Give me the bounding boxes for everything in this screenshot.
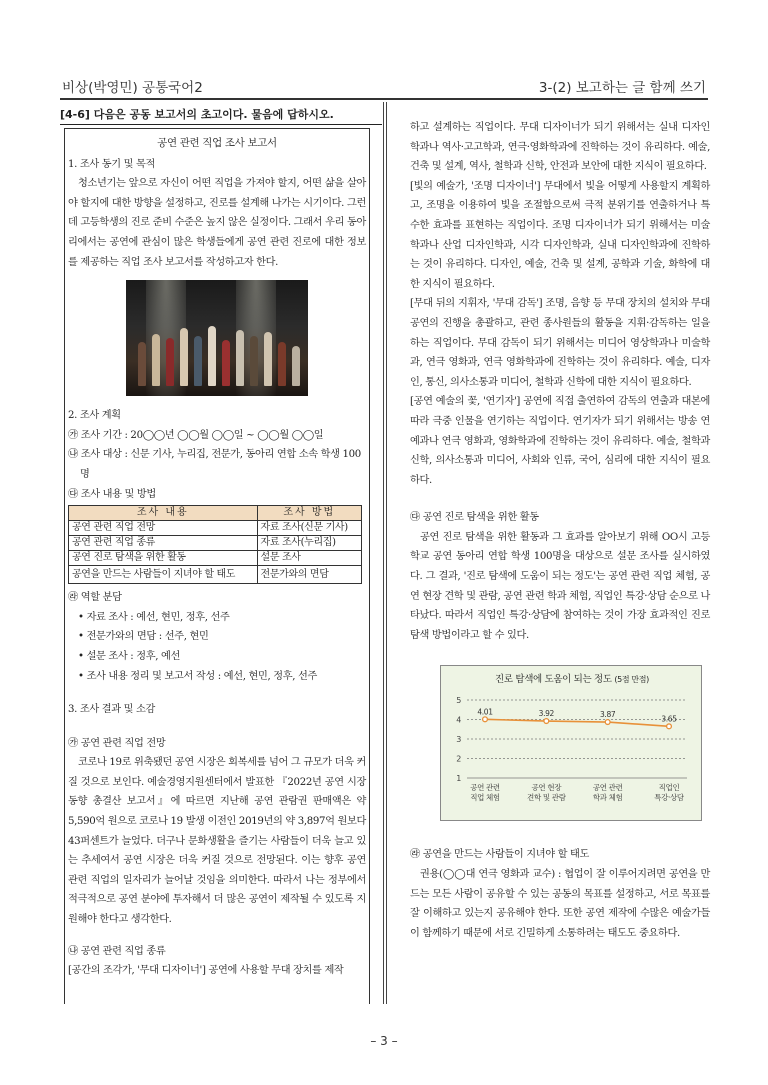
s3d-heading: ㉱ 공연을 만드는 사람들이 지녀야 할 태도: [410, 849, 590, 861]
method-table: [68, 505, 362, 584]
s3c-heading: ㉰ 공연 진로 탐색을 위한 활동: [410, 512, 539, 524]
s3b-para-4: [공연 예술의 꽃, '연기자'] 공연에 직접 출연하여 감독의 연출과 대본에 따라 극중 인물을 연기하는 직업이다. 연기자가 되기 위해서는 방송 연예과나 연극 영화과, 영화학과에 진학하는 것이 유리하다. 예술, 철학과 신학, 의사소통과 미디어, 사회와 인류, 국어, 심리에 대한 지식이 필요하다.: [410, 396, 710, 486]
role-item: • 자료 조사 : 예선, 현민, 정후, 선주: [78, 611, 230, 623]
chart-title: 진로 탐색에 도움이 되는 정도 (5점 만점): [495, 674, 649, 686]
question-rule: [60, 124, 382, 125]
header-left: 비상(박영민) 공통국어2: [62, 80, 203, 96]
table-cell: 자료 조사(신문 기사): [257, 521, 361, 536]
data-point: [667, 724, 672, 729]
table-head-content: 조사 내용: [69, 506, 258, 521]
performance-photo: [126, 280, 308, 396]
data-label: 3.87: [600, 710, 616, 720]
y-tick-label: 2: [456, 754, 461, 764]
report-title: 공연 관련 직업 조사 보고서: [157, 137, 277, 149]
table-row: [69, 551, 362, 566]
data-point: [605, 720, 610, 725]
s3b-para-1: [공간의 조각가, '무대 디자이너'] 공연에 사용할 무대 장치를 제작: [68, 965, 344, 977]
role-item: • 설문 조사 : 정후, 예선: [78, 650, 181, 662]
s3b-para-2: [빛의 예술가, '조명 디자이너'] 무대에서 빛을 어떻게 사용할지 계획하고, 조명을 이용하여 빛을 조절함으로써 극적 분위기를 연출하거나 특수한 효과를 표현하는 직업이다. 조명 디자이너가 되기 위해서는 미술학과나 산업 디자인학과, 시각 디자인학과, 실내 디자인학과에 진학하는 것이 유리하다. 디자인, 예술, 건축 및 설계, 공학과 기술, 화학에 대한 지식이 필요하다.: [410, 180, 710, 290]
question-heading: [4-6] 다음은 공동 보고서의 초고이다. 물음에 답하시오.: [60, 108, 334, 121]
table-head-method: 조사 방법: [257, 506, 361, 521]
header-right: 3-(2) 보고하는 글 함께 쓰기: [538, 80, 706, 96]
x-tick-label: 직업 체험: [470, 793, 500, 803]
table-row: [69, 521, 362, 536]
s3d-body: 권용(◯◯대 연극 영화과 교수) : 협업이 잘 이루어지려면 공연을 만드는 모든 사람이 공유할 수 있는 공동의 목표를 설정하고, 서로 목표를 잘 이해하고 있는지 공유해야 한다. 또한 공연 제작에 수많은 예술가들이 함께하기 때문에 서로 긴밀하게 소통하려는 태도도 중요하다.: [410, 869, 710, 939]
table-row: [69, 566, 362, 584]
y-tick-label: 5: [456, 696, 461, 706]
role-item: • 조사 내용 정리 및 보고서 작성 : 예선, 현민, 정후, 선주: [78, 670, 318, 682]
data-label: 3.65: [661, 714, 677, 724]
page-header: [60, 72, 708, 100]
header-rule: [60, 98, 708, 100]
role-text: 조사 내용 정리 및 보고서 작성 : 예선, 현민, 정후, 선주: [86, 670, 318, 682]
s3b-para-1-cont: 하고 설계하는 직업이다. 무대 디자이너가 되기 위해서는 실내 디자인학과나 역사·고고학과, 연극·영화학과에 진학하는 것이 유리하다. 예술, 건축 및 설계, 역사, 철학과 신학, 안전과 보안에 대한 지식이 필요하다.: [410, 122, 710, 173]
survey-chart: [440, 665, 702, 821]
role-text: 전문가와의 면담 : 선주, 현민: [86, 631, 209, 643]
y-tick-label: 1: [456, 774, 461, 784]
s2-heading: 2. 조사 계획: [68, 410, 121, 422]
s3a-heading: ㉮ 공연 관련 직업 전망: [68, 737, 166, 749]
chart-svg: [441, 666, 703, 822]
x-tick-label: 공연 현장: [531, 783, 562, 793]
s2-period: ㉮ 조사 기간 : 20◯◯년 ◯◯월 ◯◯일 ~ ◯◯월 ◯◯일: [68, 429, 324, 441]
x-tick-label: 직업인: [658, 783, 680, 793]
table-cell: 자료 조사(누리집): [257, 536, 361, 551]
table-cell: 공연 관련 직업 종류: [69, 536, 258, 551]
column-divider-2: [386, 102, 387, 1004]
table-cell: 공연 진로 탐색을 위한 활동: [69, 551, 258, 566]
s1-heading: 1. 조사 동기 및 목적: [68, 158, 156, 170]
x-tick-label: 특강·상담: [654, 793, 684, 803]
s2-target: ㉯ 조사 대상 : 신문 기사, 누리집, 전문가, 동아리 연합 소속 학생 100명: [68, 449, 361, 480]
table-cell: 공연 관련 직업 전망: [69, 521, 258, 536]
x-tick-label: 공연 관련: [470, 783, 500, 793]
column-divider: [383, 102, 384, 1004]
y-tick-label: 3: [456, 735, 461, 745]
role-item: • 전문가와의 면담 : 선주, 현민: [78, 631, 209, 643]
s3-heading: 3. 조사 결과 및 소감: [68, 704, 156, 716]
table-row: [69, 536, 362, 551]
s1-body: 청소년기는 앞으로 자신이 어떤 직업을 가져야 할지, 어떤 삶을 살아야 할지에 대한 방향을 설정하고, 진로를 설계해 나가는 시기이다. 그런데 고등학생의 진로 준비 수준은 높지 않은 실정이다. 그래서 우리 동아리에서는 공연에 관심이 많은 학생들에게 공연 관련 진로에 대한 정보를 제공하는 직업 조사 보고서를 작성하고자 한다.: [68, 178, 366, 268]
data-point: [544, 719, 549, 724]
s3a-body: 코로나 19로 위축됐던 공연 시장은 회복세를 넘어 그 규모가 더욱 커질 것으로 보인다. 예술경영지원센터에서 발표한 『2022년 공연 시장 동향 총결산 보고서』에 따르면 지난해 공연 관람권 판매액은 약 5,590억 원으로 코로나 19 발생 이전인 2019년의 약 3,897억 원보다 43퍼센트가 늘었다. 더구나 문화생활을 즐기는 사람들이 더욱 늘고 있는 추세여서 공연 시장은 더욱 커질 것으로 전망된다. 이는 향후 공연 관련 직업의 일자리가 늘어날 것임을 의미한다. 따라서 나는 정부에서 적극적으로 공연 분야에 투자해서 더 많은 공연이 제작될 수 있도록 지원해야 한다고 생각한다.: [68, 757, 366, 926]
s2-role-heading: ㉱ 역할 분담: [68, 592, 122, 604]
data-label: 3.92: [538, 709, 554, 719]
x-tick-label: 공연 관련: [592, 783, 623, 793]
data-label: 4.01: [477, 707, 493, 717]
right-column: [410, 118, 710, 943]
x-tick-label: 학과 체험: [592, 793, 623, 803]
table-cell: 공연을 만드는 사람들이 지녀야 할 태도: [69, 566, 258, 584]
s3b-heading: ㉯ 공연 관련 직업 종류: [68, 945, 166, 957]
s3b-para-3: [무대 뒤의 지휘자, '무대 감독'] 조명, 음향 등 무대 장치의 설치와 무대 공연의 진행을 총괄하고, 관련 종사원들의 활동을 지휘·감독하는 일을 하는 직업이다. 무대 감독이 되기 위해서는 미디어 영상학과나 미술학과, 연극 영화과, 연극 영화학과에 진학하는 것이 유리하다. 예술, 디자인, 통신, 의사소통과 미디어, 철학과 신학에 대한 지식이 필요하다.: [410, 298, 710, 388]
s2-method-heading: ㉰ 조사 내용 및 방법: [68, 488, 156, 500]
y-tick-label: 4: [456, 715, 461, 725]
left-column: [68, 134, 366, 981]
table-cell: 설문 조사: [257, 551, 361, 566]
page-number: – 3 –: [370, 1034, 398, 1048]
table-cell: 전문가와의 면담: [257, 566, 361, 584]
series-line: [485, 720, 669, 727]
x-tick-label: 견학 및 관람: [527, 793, 566, 803]
s3c-body: 공연 진로 탐색을 위한 활동과 그 효과를 알아보기 위해 OO시 고등학교 공연 동아리 연합 학생 100명을 대상으로 설문 조사를 실시하였다. 그 결과, '진로 탐색에 도움이 되는 정도'는 공연 관련 직업 체험, 공연 현장 견학 및 관람, 공연 관련 학과 체험, 직업인 특강·상담 순으로 나타났다. 따라서 직업인 특강·상담에 참여하는 것이 가장 효과적인 진로 탐색 방법이라고 할 수 있다.: [410, 531, 710, 641]
data-point: [483, 717, 488, 722]
role-text: 자료 조사 : 예선, 현민, 정후, 선주: [86, 611, 230, 623]
role-text: 설문 조사 : 정후, 예선: [86, 650, 181, 662]
